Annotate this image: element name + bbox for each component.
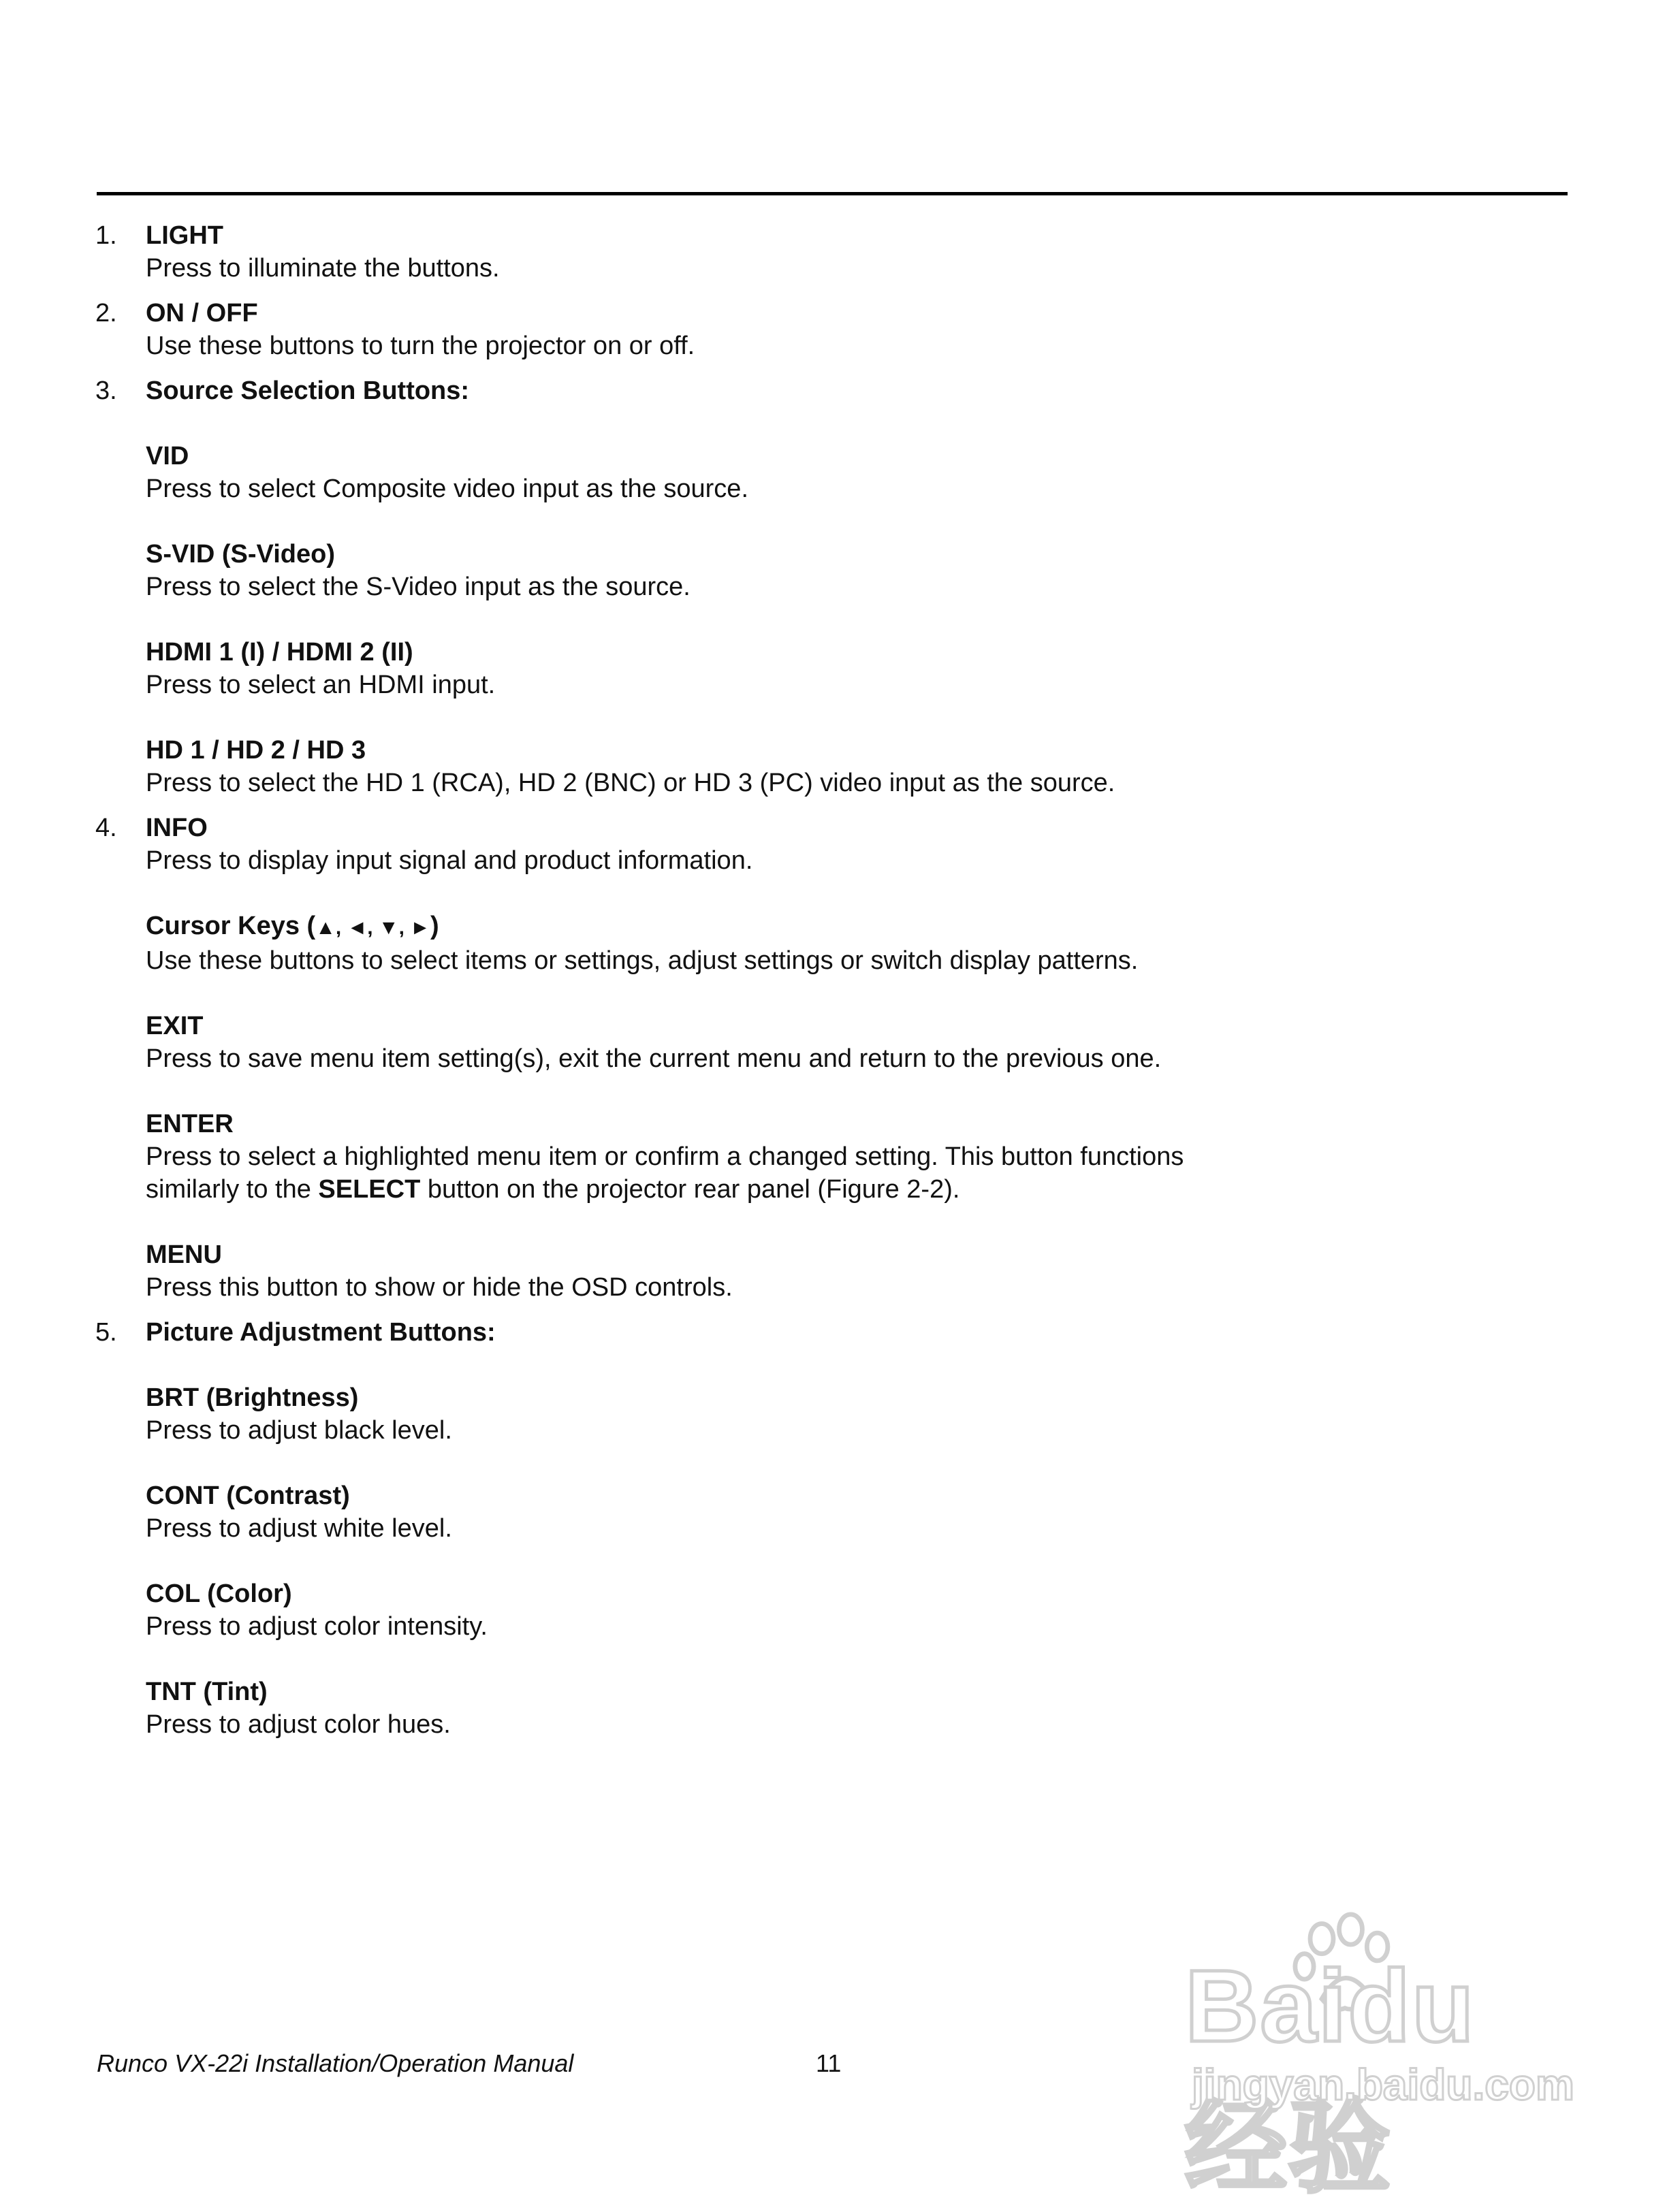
- sub-item-col: [95, 1577, 1212, 1643]
- footer-page-number: 11: [816, 2049, 842, 2077]
- cursor-title-end: ): [430, 912, 439, 940]
- sub-item-exit: [95, 1010, 1212, 1075]
- item-title: INFO: [146, 814, 208, 842]
- item-description: Press to display input signal and product information.: [146, 846, 753, 875]
- cursor-arrows-icon: ▲, ◄, ▼, ►: [315, 916, 430, 939]
- item-description: Press to select Composite video input as the source.: [146, 475, 749, 503]
- item-number: 2.: [95, 299, 117, 327]
- watermark-main-text: Baidu经验: [1185, 1949, 1476, 2205]
- item-title: CONT (Contrast): [146, 1481, 350, 1510]
- item-title: VID: [146, 442, 189, 470]
- item-title: HD 1 / HD 2 / HD 3: [146, 736, 366, 765]
- item-description: Press to save menu item setting(s), exit the current menu and return to the previous one.: [146, 1044, 1162, 1073]
- sub-item-vid: [95, 440, 1212, 505]
- item-title: EXIT: [146, 1012, 204, 1040]
- list-item-on-off: [95, 297, 1212, 362]
- item-description: Press to select the S-Video input as the source.: [146, 573, 690, 601]
- item-number: 4.: [95, 814, 117, 842]
- watermark-url-text: jingyan.baidu.com: [1192, 2060, 1574, 2109]
- sub-item-hdmi: [95, 636, 1212, 701]
- item-description: Press to select an HDMI input.: [146, 671, 496, 699]
- cursor-title-text: Cursor Keys (: [146, 912, 316, 940]
- sub-item-menu: [95, 1238, 1212, 1304]
- item-title: TNT (Tint): [146, 1678, 268, 1706]
- item-title: Picture Adjustment Buttons:: [146, 1318, 496, 1347]
- item-description: Press to adjust color hues.: [146, 1710, 451, 1739]
- item-title: HDMI 1 (I) / HDMI 2 (II): [146, 638, 413, 667]
- item-title: [146, 910, 1212, 944]
- item-title: ON / OFF: [146, 299, 258, 327]
- item-number: 5.: [95, 1318, 117, 1347]
- sub-item-hd: [95, 734, 1212, 799]
- item-title: S-VID (S-Video): [146, 540, 335, 568]
- item-title: LIGHT: [146, 221, 223, 250]
- list-item-light: [95, 219, 1212, 285]
- sub-item-cursor-keys: [95, 910, 1212, 977]
- item-description: Press to adjust color intensity.: [146, 1612, 488, 1641]
- sub-item-brt: [95, 1381, 1212, 1447]
- sub-item-svid: [95, 538, 1212, 603]
- item-description: Press this button to show or hide the OSD controls.: [146, 1273, 733, 1302]
- item-title: Source Selection Buttons:: [146, 376, 470, 405]
- list-item-picture-adjustment: [95, 1316, 1212, 1349]
- item-title: ENTER: [146, 1110, 234, 1138]
- sub-item-cont: [95, 1479, 1212, 1545]
- enter-desc-after: button on the projector rear panel (Figure 2-2).: [420, 1175, 960, 1204]
- item-description: Press to adjust white level.: [146, 1514, 452, 1543]
- enter-desc-before: Press to select a highlighted menu item or confirm a changed setting. This button functions similarly to the: [146, 1142, 1184, 1204]
- footer-manual-title: Runco VX-22i Installation/Operation Manual: [97, 2049, 574, 2077]
- item-description: Press to select the HD 1 (RCA), HD 2 (BNC) or HD 3 (PC) video input as the source.: [146, 769, 1115, 797]
- item-title: COL (Color): [146, 1580, 292, 1608]
- item-description: Use these buttons to select items or settings, adjust settings or switch display patterns.: [146, 946, 1139, 975]
- item-description: Press to adjust black level.: [146, 1416, 452, 1445]
- header-rule: [97, 192, 1568, 195]
- sub-item-tnt: [95, 1676, 1212, 1741]
- sub-item-enter: [95, 1108, 1212, 1206]
- baidu-watermark: [1185, 1906, 1574, 2205]
- list-item-info: [95, 812, 1212, 877]
- item-number: 1.: [95, 221, 117, 250]
- item-title: BRT (Brightness): [146, 1383, 359, 1412]
- item-description: Use these buttons to turn the projector on or off.: [146, 332, 695, 360]
- item-title: MENU: [146, 1240, 222, 1269]
- item-description: Press to illuminate the buttons.: [146, 254, 500, 283]
- item-description: [146, 1140, 1212, 1206]
- document-body: [95, 219, 1212, 1741]
- item-number: 3.: [95, 376, 117, 405]
- select-button-term: SELECT: [318, 1175, 421, 1204]
- list-item-source-selection: [95, 374, 1212, 407]
